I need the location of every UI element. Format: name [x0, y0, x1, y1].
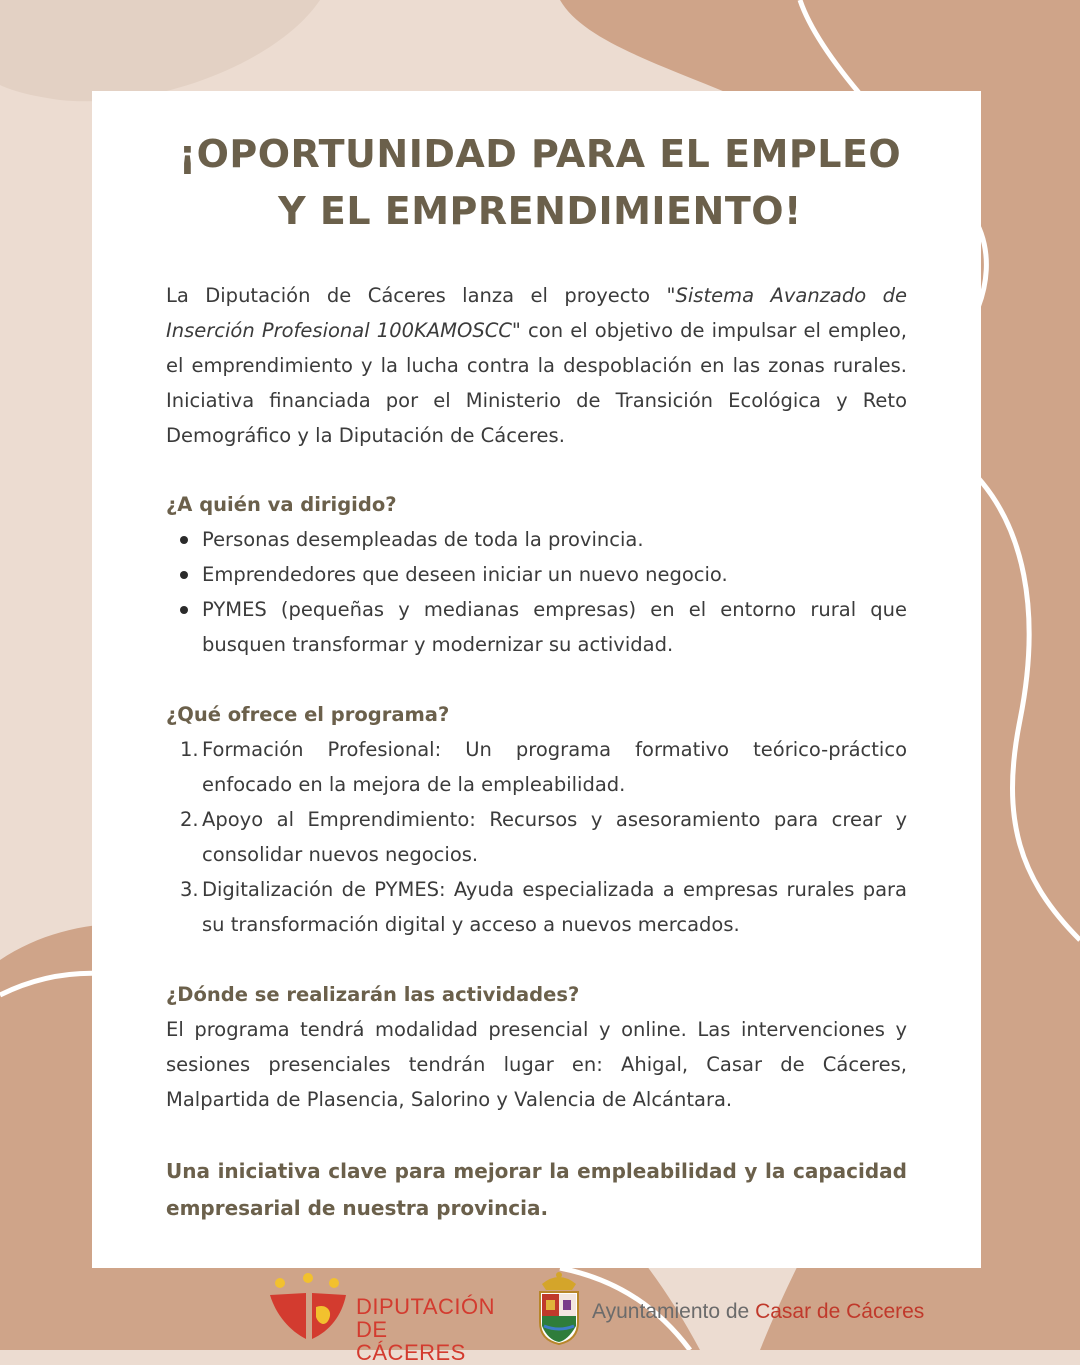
- list-item-text: Formación Profesional: Un programa formativo teórico-práctico enfocado en la mejora de la empleabilidad.: [202, 738, 907, 796]
- list-item-text: Digitalización de PYMES: Ayuda especializada a empresas rurales para su transformación digital y acceso a nuevos mercados.: [202, 878, 907, 936]
- list-item-text: Personas desempleadas de toda la provincia.: [202, 528, 644, 551]
- title-line-1: ¡OPORTUNIDAD PARA EL EMPLEO: [178, 132, 902, 176]
- page-title: [0, 126, 1080, 240]
- ayuntamiento-prefix: Ayuntamiento de: [592, 1300, 756, 1323]
- list-item: [166, 592, 907, 662]
- list-item-text: Emprendedores que deseen iniciar un nuevo negocio.: [202, 563, 728, 586]
- ayuntamiento-logo-text: [592, 1300, 924, 1324]
- section-heading-location: ¿Dónde se realizarán las actividades?: [166, 983, 580, 1006]
- diputacion-logo-icon: [268, 1273, 352, 1343]
- bullet-icon: [180, 571, 188, 579]
- ayuntamiento-logo: [536, 1270, 936, 1346]
- list-number: 1.: [180, 738, 199, 761]
- intro-before: La Diputación de Cáceres lanza el proyecto: [166, 284, 667, 307]
- intro-after: con el objetivo de impulsar el empleo, el emprendimiento y la lucha contra la despoblación en las zonas rurales. Iniciativa financiada por el Ministerio de Transición Ecológica y Reto Demográfico y la Diputación de Cáceres.: [166, 319, 907, 447]
- audience-list: [166, 522, 907, 662]
- ayuntamiento-name: Casar de Cáceres: [755, 1300, 925, 1323]
- list-item: [166, 557, 907, 592]
- bullet-icon: [180, 606, 188, 614]
- diputacion-line-1: DIPUTACIÓN: [356, 1294, 496, 1319]
- diputacion-logo: [268, 1273, 498, 1365]
- list-item-text: Apoyo al Emprendimiento: Recursos y asesoramiento para crear y consolidar nuevos negocios.: [202, 808, 907, 866]
- diputacion-logo-text: [356, 1295, 498, 1364]
- list-item: [166, 872, 907, 942]
- project-name: "Sistema Avanzado de Inserción Profesional 100KAMOSCC": [166, 284, 907, 342]
- offer-list: [166, 732, 907, 942]
- list-item-text: PYMES (pequeñas y medianas empresas) en el entorno rural que busquen transformar y modernizar su actividad.: [202, 598, 907, 656]
- title-line-2: Y EL EMPRENDIMIENTO!: [278, 189, 802, 233]
- list-item: [166, 732, 907, 802]
- section-heading-audience: ¿A quién va dirigido?: [166, 493, 397, 516]
- intro-paragraph: [166, 278, 907, 453]
- coat-of-arms-icon: [536, 1270, 582, 1346]
- diputacion-line-2: DE CÁCERES: [356, 1317, 466, 1365]
- list-number: 3.: [180, 878, 199, 901]
- bullet-icon: [180, 536, 188, 544]
- location-paragraph: El programa tendrá modalidad presencial y online. Las intervenciones y sesiones presenciales tendrán lugar en: Ahigal, Casar de Cáceres, Malpartida de Plasencia, Salorino y Valencia de Alcántara.: [166, 1018, 907, 1111]
- list-number: 2.: [180, 808, 199, 831]
- closing-statement: Una iniciativa clave para mejorar la empleabilidad y la capacidad empresarial de nuestra provincia.: [166, 1159, 907, 1220]
- section-heading-offer: ¿Qué ofrece el programa?: [166, 703, 450, 726]
- list-item: [166, 802, 907, 872]
- list-item: [166, 522, 907, 557]
